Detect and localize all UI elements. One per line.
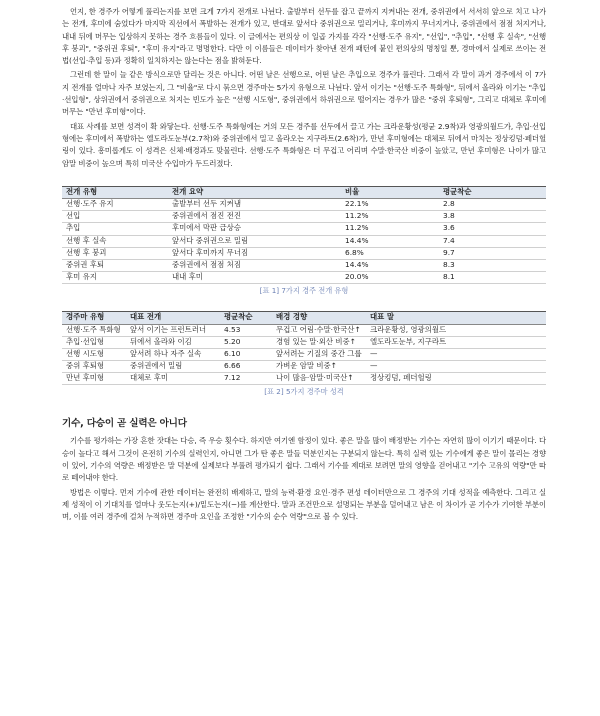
cell: 앞서다 후미까지 무너짐 <box>168 247 341 259</box>
cell: 선행 후 붕괴 <box>62 247 168 259</box>
cell: 앞서다 중위권으로 밀림 <box>168 235 341 247</box>
cell: 6.10 <box>220 348 272 360</box>
table-row <box>62 348 546 360</box>
table-header-row <box>62 312 546 324</box>
table-header-row <box>62 186 546 198</box>
header-flow-type: 전개 유형 <box>62 186 168 198</box>
cell: 추입 <box>62 223 168 235</box>
cell: 9.7 <box>439 247 546 259</box>
cell: 7.12 <box>220 373 272 385</box>
table-row <box>62 211 546 223</box>
header-background: 배경 경향 <box>272 312 366 324</box>
race-flow-table <box>62 186 546 285</box>
cell: 정상킹덤, 페더헐링 <box>366 373 546 385</box>
header-avg-rank: 평균착순 <box>439 186 546 198</box>
cell: 만년 후미형 <box>62 373 126 385</box>
cell: 선행·도주 유지 <box>62 199 168 211</box>
horse-type-table <box>62 311 546 385</box>
paragraph-jockey-wins: 기수를 평가하는 가장 흔한 잣대는 다승, 즉 우승 횟수다. 하지만 여기엔 함정이 있다. 좋은 말을 많이 배정받는 기수는 자연히 많이 이기기 때문이다. 다승이 높다고 해서 그것이 온전히 기수의 실력인지, 아니면 그가 탄 좋은 말들 덕분인지는 구분되지 않는다. 특히 실력 있는 기수에게 좋은 말이 몰리는 경향이 있어, 기수의 역량은 배정받은 말 덕분에 실제보다 부풀려 평가되기 쉽다. 그래서 기수를 제대로 보려면 말의 영향을 걷어내고 "기수 고유의 역량"만 따로 떼어내야 한다. <box>62 436 546 483</box>
article <box>62 6 546 526</box>
cell: — <box>366 348 546 360</box>
cell: 3.8 <box>439 211 546 223</box>
cell: 대체로 후미 <box>126 373 220 385</box>
cell: 20.0% <box>341 272 439 284</box>
cell: 후미에서 막판 급상승 <box>168 223 341 235</box>
cell: 중위 후퇴형 <box>62 361 126 373</box>
cell: 크라운황성, 영광의월드 <box>366 324 546 336</box>
cell: 후미 유지 <box>62 272 168 284</box>
header-horse-type: 경주마 유형 <box>62 312 126 324</box>
table-row <box>62 373 546 385</box>
paragraph-race-flows: 언지, 한 경주가 어떻게 풀리는지를 보면 크게 7가지 전개로 나뉜다. 출발부터 선두를 잡고 끝까지 지켜내는 전개, 중위권에서 서서히 앞으로 치고 나가는 전개, 후미에 숨었다가 마지막 직선에서 폭발하는 전개가 있고, 반대로 앞서다 중위권으로 밀리거나, 후미까지 무너지거나, 중위권에서 점점 처지거나, 내내 뒤에 머무는 입상하지 못하는 경주 흐름들이 있다. 이 글에서는 편의상 이 일곱 가지를 각각 "선행·도주 유지", "선입", "추입", "선행 후 실속", "선행 후 붕괴", "중위권 후퇴", "후미 유지"라고 명명한다. 다만 이 이름들은 데이터가 찾아낸 전개 패턴에 붙인 편의상의 명칭일 뿐, 경마에서 실제로 쓰이는 전법(선입·추입 등)과 정확히 일치하지는 않는다는 점을 밝혀둔다. <box>62 7 546 66</box>
cell: 중위권 후퇴 <box>62 259 168 271</box>
cell: 선입 <box>62 211 168 223</box>
table-row <box>62 199 546 211</box>
cell: 출발부터 선두 지켜냄 <box>168 199 341 211</box>
cell: 내내 후미 <box>168 272 341 284</box>
cell: 경험 있는 말·외산 비중↑ <box>272 336 366 348</box>
cell: 앞서 이기는 프런트러너 <box>126 324 220 336</box>
table-row <box>62 336 546 348</box>
header-example-horses: 대표 말 <box>366 312 546 324</box>
header-ratio: 비율 <box>341 186 439 198</box>
cell: 뒤에서 올라와 이김 <box>126 336 220 348</box>
cell: 7.4 <box>439 235 546 247</box>
cell: 선행·도주 특화형 <box>62 324 126 336</box>
cell: — <box>366 361 546 373</box>
header-flow-summary: 전개 요약 <box>168 186 341 198</box>
cell: 14.4% <box>341 235 439 247</box>
table-row <box>62 361 546 373</box>
cell: 6.66 <box>220 361 272 373</box>
cell: 22.1% <box>341 199 439 211</box>
paragraph-horse-types: 그런데 한 말이 늘 같은 방식으로만 달리는 것은 아니다. 어떤 날은 선행으로, 어떤 날은 추입으로 경주가 풀린다. 그래서 각 말이 과거 경주에서 이 7가지 전개를 얼마나 자주 보였는지, 그 "비율"로 다시 묶으면 경주마는 5가지 유형으로 나뉜다. 앞서 이기는 "선행·도주 특화형", 뒤에서 올라와 이기는 "추입·선입형", 상위권에서 중위권으로 처지는 빈도가 높은 "선행 시도형", 중위권에서 하위권으로 떨어지는 경우가 많은 "중위 후퇴형", 그리고 대체로 후미에 머무는 "만년 후미형"이다. <box>62 70 546 117</box>
cell: 8.3 <box>439 259 546 271</box>
table-caption: [표 2] 5가지 경주마 성격 <box>264 387 344 397</box>
header-avg-rank: 평균착순 <box>220 312 272 324</box>
cell: 6.8% <box>341 247 439 259</box>
cell: 5.20 <box>220 336 272 348</box>
cell: 중위권에서 점점 처짐 <box>168 259 341 271</box>
table-row <box>62 247 546 259</box>
paragraph-jockey-method: 방법은 이렇다. 먼저 기수에 관한 데이터는 완전히 배제하고, 말의 능력·환경 요인·경주 편성 데이터만으로 그 경주의 기대 성적을 예측한다. 그리고 실제 성적이 이 기대치를 얼마나 웃도는지(+)/밑도는지(−)를 계산한다. 말과 조건만으로 설명되는 부분을 덜어내고 남은 이 차이가 곧 기수가 기여한 부분이며, 이를 여러 경주에 걸쳐 누적하면 경주마 요인을 조정한 "기수의 순수 역량"으로 볼 수 있다. <box>62 487 546 522</box>
cell: 앞서려는 기질의 중간 그룹 <box>272 348 366 360</box>
cell: 3.6 <box>439 223 546 235</box>
cell: 11.2% <box>341 223 439 235</box>
cell: 14.4% <box>341 259 439 271</box>
cell: 가벼운 암말 비중↑ <box>272 361 366 373</box>
cell: 무겁고 어림·수말·한국산↑ <box>272 324 366 336</box>
table-caption: [표 1] 7가지 경주 전개 유형 <box>259 286 349 296</box>
cell: 엘도라도눈부, 지구라트 <box>366 336 546 348</box>
paragraph-examples: 대표 사례를 보면 성격이 확 와닿는다. 선행·도주 특화형에는 거의 모든 경주를 선두에서 끌고 가는 크라운황성(평균 2.9착)과 영광의월드가, 추입·선입형에는 후미에서 폭발하는 엘도라도눈부(2.7착)와 중위권에서 밀고 올라오는 지구라트(2.6착)가, 만년 후미형에는 대체로 뒤에서 마치는 정상킹덤·페더헐링이 있다. 흥미롭게도 이 성격은 신체·배경과도 맞물린다. 선행·도주 특화형은 더 무겁고 어리며 수말·한국산 비중이 높았고, 만년 후미형은 나이가 많고 암말 비중이 높으며 특히 미국산 수입마가 두드러졌다. <box>62 121 546 168</box>
cell: 8.1 <box>439 272 546 284</box>
cell: 앞서려 하나 자주 실속 <box>126 348 220 360</box>
table-row <box>62 272 546 284</box>
header-main-flow: 대표 전개 <box>126 312 220 324</box>
table-row <box>62 259 546 271</box>
cell: 11.2% <box>341 211 439 223</box>
cell: 중위권에서 밀림 <box>126 361 220 373</box>
cell: 선행 시도형 <box>62 348 126 360</box>
cell: 추입·선입형 <box>62 336 126 348</box>
cell: 2.8 <box>439 199 546 211</box>
cell: 선행 후 실속 <box>62 235 168 247</box>
cell: 나이 많음·암말·미국산↑ <box>272 373 366 385</box>
cell: 중위권에서 점진 전진 <box>168 211 341 223</box>
table-row <box>62 223 546 235</box>
table-row <box>62 324 546 336</box>
section-heading: 기수, 다승이 곧 실력은 아니다 <box>62 418 187 430</box>
cell: 4.53 <box>220 324 272 336</box>
table-row <box>62 235 546 247</box>
